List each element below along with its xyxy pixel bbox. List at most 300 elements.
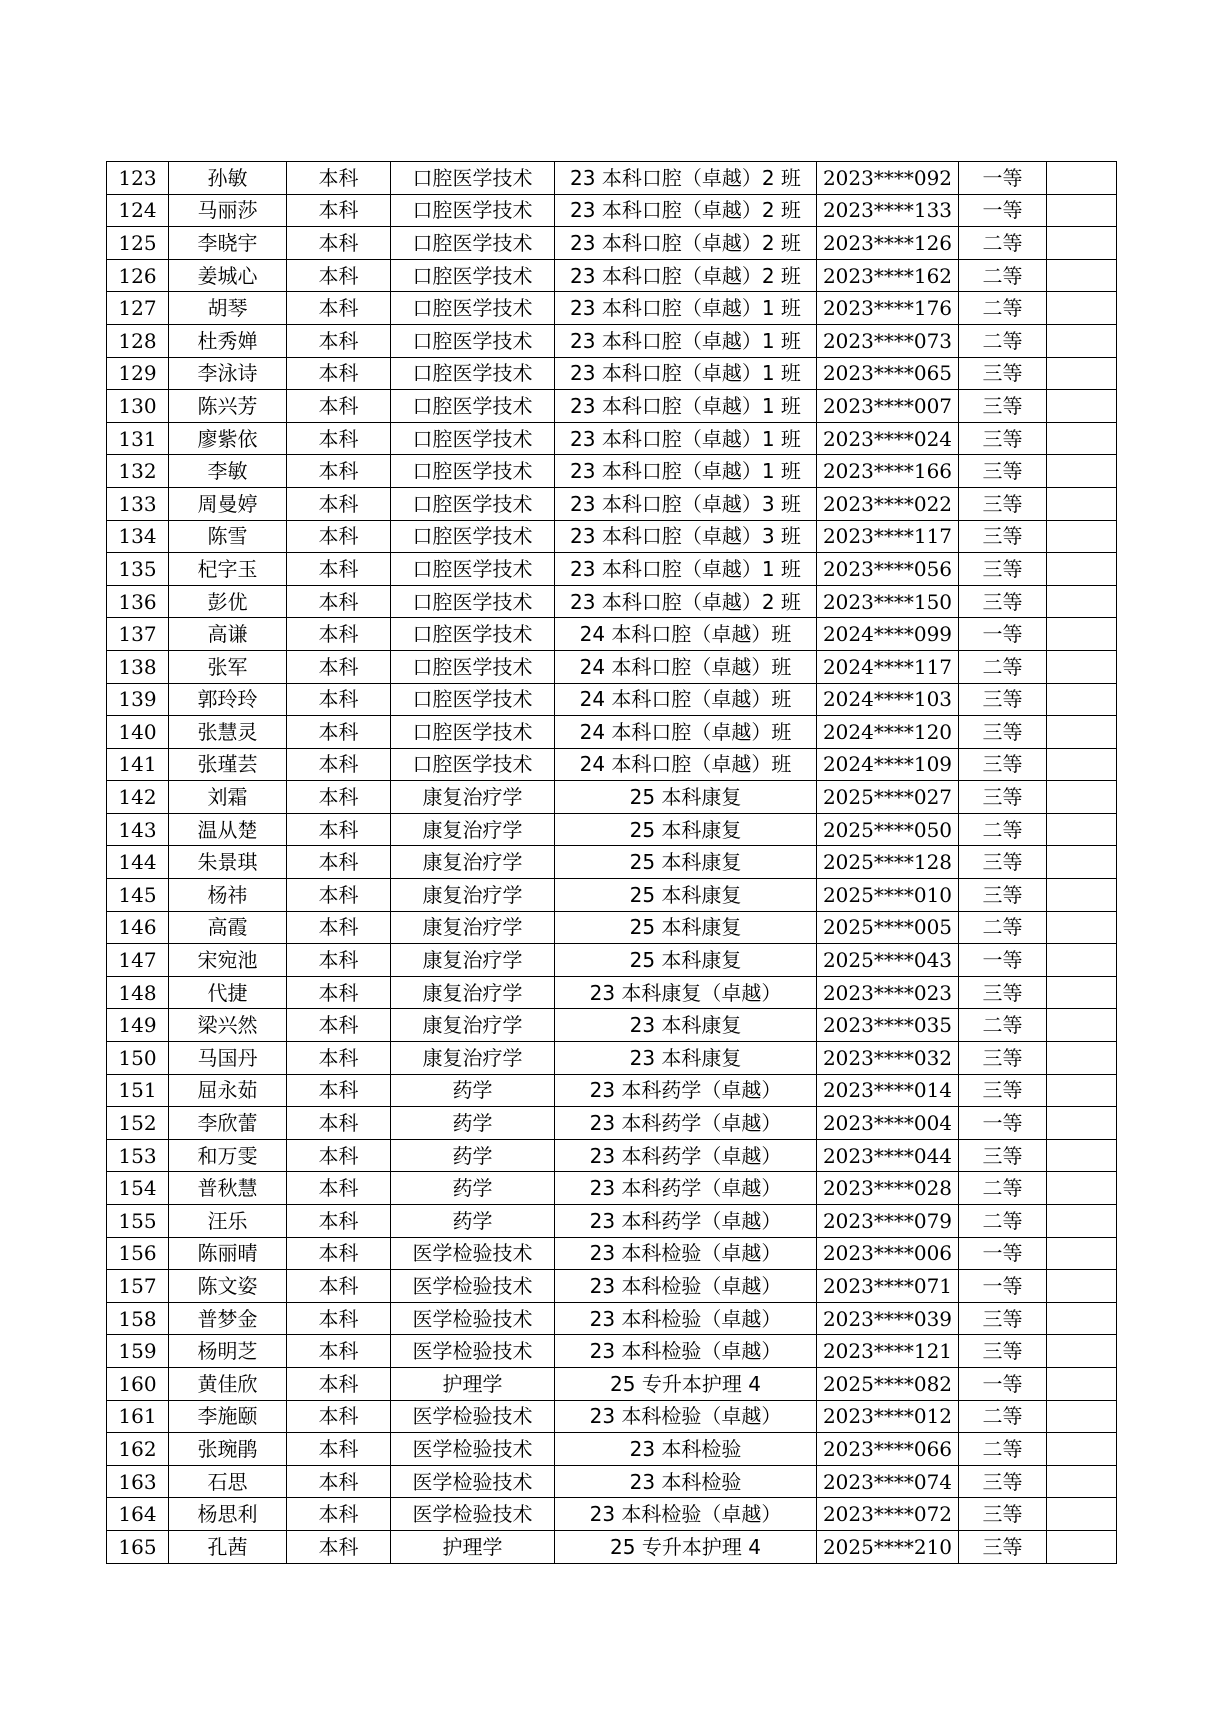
award-grade-cell: 三等	[959, 976, 1047, 1009]
class-cell: 23 本科口腔（卓越）1 班	[555, 455, 817, 488]
award-grade-cell: 一等	[959, 1237, 1047, 1270]
table-row	[107, 1237, 1117, 1270]
major-cell: 口腔医学技术	[391, 618, 555, 651]
education-level-cell: 本科	[287, 1107, 391, 1140]
row-index-cell: 161	[107, 1400, 169, 1433]
row-index-cell: 126	[107, 259, 169, 292]
student-id-cell: 2023****014	[817, 1074, 959, 1107]
class-cell: 23 本科药学（卓越）	[555, 1074, 817, 1107]
remark-cell	[1047, 487, 1117, 520]
student-name-cell: 李欣蕾	[169, 1107, 287, 1140]
remark-cell	[1047, 1205, 1117, 1238]
table-row	[107, 1270, 1117, 1303]
student-id-cell: 2023****012	[817, 1400, 959, 1433]
award-grade-cell: 二等	[959, 813, 1047, 846]
row-index-cell: 141	[107, 748, 169, 781]
major-cell: 康复治疗学	[391, 944, 555, 977]
student-id-cell: 2023****121	[817, 1335, 959, 1368]
remark-cell	[1047, 520, 1117, 553]
row-index-cell: 127	[107, 292, 169, 325]
row-index-cell: 129	[107, 357, 169, 390]
row-index-cell: 160	[107, 1367, 169, 1400]
student-name-cell: 张瑾芸	[169, 748, 287, 781]
student-id-cell: 2024****103	[817, 683, 959, 716]
student-id-cell: 2025****128	[817, 846, 959, 879]
major-cell: 口腔医学技术	[391, 162, 555, 195]
remark-cell	[1047, 879, 1117, 912]
class-cell: 24 本科口腔（卓越）班	[555, 683, 817, 716]
remark-cell	[1047, 553, 1117, 586]
table-row	[107, 813, 1117, 846]
remark-cell	[1047, 357, 1117, 390]
student-name-cell: 李晓宇	[169, 227, 287, 260]
award-grade-cell: 一等	[959, 162, 1047, 195]
education-level-cell: 本科	[287, 1172, 391, 1205]
award-grade-cell: 三等	[959, 455, 1047, 488]
remark-cell	[1047, 1009, 1117, 1042]
education-level-cell: 本科	[287, 1205, 391, 1238]
student-name-cell: 孔茜	[169, 1530, 287, 1563]
row-index-cell: 162	[107, 1433, 169, 1466]
student-id-cell: 2024****109	[817, 748, 959, 781]
student-id-cell: 2025****082	[817, 1367, 959, 1400]
student-name-cell: 朱景琪	[169, 846, 287, 879]
row-index-cell: 147	[107, 944, 169, 977]
major-cell: 口腔医学技术	[391, 292, 555, 325]
remark-cell	[1047, 227, 1117, 260]
student-name-cell: 马丽莎	[169, 194, 287, 227]
award-grade-cell: 三等	[959, 1302, 1047, 1335]
remark-cell	[1047, 1367, 1117, 1400]
award-grade-cell: 二等	[959, 911, 1047, 944]
student-id-cell: 2025****050	[817, 813, 959, 846]
education-level-cell: 本科	[287, 976, 391, 1009]
table-row	[107, 1530, 1117, 1563]
student-name-cell: 代捷	[169, 976, 287, 1009]
table-row	[107, 455, 1117, 488]
education-level-cell: 本科	[287, 813, 391, 846]
class-cell: 24 本科口腔（卓越）班	[555, 716, 817, 749]
student-name-cell: 刘霜	[169, 781, 287, 814]
award-grade-cell: 三等	[959, 879, 1047, 912]
major-cell: 口腔医学技术	[391, 390, 555, 423]
class-cell: 23 本科口腔（卓越）1 班	[555, 357, 817, 390]
award-grade-cell: 二等	[959, 1172, 1047, 1205]
award-grade-cell: 二等	[959, 324, 1047, 357]
table-row	[107, 1302, 1117, 1335]
award-roster-table	[106, 161, 1117, 1564]
row-index-cell: 146	[107, 911, 169, 944]
major-cell: 口腔医学技术	[391, 585, 555, 618]
education-level-cell: 本科	[287, 683, 391, 716]
education-level-cell: 本科	[287, 1139, 391, 1172]
table-row	[107, 1009, 1117, 1042]
table-row	[107, 292, 1117, 325]
major-cell: 药学	[391, 1139, 555, 1172]
student-id-cell: 2023****039	[817, 1302, 959, 1335]
award-grade-cell: 一等	[959, 618, 1047, 651]
row-index-cell: 132	[107, 455, 169, 488]
award-grade-cell: 二等	[959, 1433, 1047, 1466]
remark-cell	[1047, 716, 1117, 749]
award-grade-cell: 三等	[959, 1074, 1047, 1107]
student-id-cell: 2025****010	[817, 879, 959, 912]
student-id-cell: 2023****079	[817, 1205, 959, 1238]
class-cell: 23 本科检验	[555, 1433, 817, 1466]
student-id-cell: 2024****117	[817, 650, 959, 683]
education-level-cell: 本科	[287, 390, 391, 423]
student-name-cell: 杞字玉	[169, 553, 287, 586]
row-index-cell: 152	[107, 1107, 169, 1140]
class-cell: 23 本科检验（卓越）	[555, 1498, 817, 1531]
row-index-cell: 153	[107, 1139, 169, 1172]
class-cell: 23 本科药学（卓越）	[555, 1107, 817, 1140]
student-id-cell: 2023****162	[817, 259, 959, 292]
class-cell: 24 本科口腔（卓越）班	[555, 650, 817, 683]
class-cell: 23 本科口腔（卓越）1 班	[555, 292, 817, 325]
student-name-cell: 陈文姿	[169, 1270, 287, 1303]
major-cell: 康复治疗学	[391, 1042, 555, 1075]
education-level-cell: 本科	[287, 553, 391, 586]
student-id-cell: 2023****022	[817, 487, 959, 520]
class-cell: 23 本科检验（卓越）	[555, 1400, 817, 1433]
student-name-cell: 宋宛池	[169, 944, 287, 977]
row-index-cell: 164	[107, 1498, 169, 1531]
row-index-cell: 140	[107, 716, 169, 749]
award-grade-cell: 三等	[959, 390, 1047, 423]
remark-cell	[1047, 1433, 1117, 1466]
remark-cell	[1047, 194, 1117, 227]
education-level-cell: 本科	[287, 487, 391, 520]
award-grade-cell: 二等	[959, 227, 1047, 260]
remark-cell	[1047, 944, 1117, 977]
row-index-cell: 123	[107, 162, 169, 195]
row-index-cell: 137	[107, 618, 169, 651]
major-cell: 药学	[391, 1074, 555, 1107]
award-grade-cell: 一等	[959, 1107, 1047, 1140]
award-grade-cell: 二等	[959, 259, 1047, 292]
remark-cell	[1047, 1465, 1117, 1498]
student-id-cell: 2023****176	[817, 292, 959, 325]
row-index-cell: 163	[107, 1465, 169, 1498]
student-id-cell: 2023****071	[817, 1270, 959, 1303]
table-row	[107, 650, 1117, 683]
class-cell: 23 本科口腔（卓越）2 班	[555, 259, 817, 292]
remark-cell	[1047, 1335, 1117, 1368]
table-row	[107, 1107, 1117, 1140]
row-index-cell: 157	[107, 1270, 169, 1303]
student-name-cell: 姜城心	[169, 259, 287, 292]
student-name-cell: 温从楚	[169, 813, 287, 846]
major-cell: 口腔医学技术	[391, 455, 555, 488]
student-id-cell: 2023****073	[817, 324, 959, 357]
table-row	[107, 846, 1117, 879]
education-level-cell: 本科	[287, 1009, 391, 1042]
award-grade-cell: 三等	[959, 553, 1047, 586]
education-level-cell: 本科	[287, 227, 391, 260]
table-row	[107, 781, 1117, 814]
student-name-cell: 张琬鹃	[169, 1433, 287, 1466]
row-index-cell: 130	[107, 390, 169, 423]
student-name-cell: 汪乐	[169, 1205, 287, 1238]
student-name-cell: 普秋慧	[169, 1172, 287, 1205]
student-id-cell: 2025****027	[817, 781, 959, 814]
education-level-cell: 本科	[287, 259, 391, 292]
education-level-cell: 本科	[287, 781, 391, 814]
major-cell: 医学检验技术	[391, 1498, 555, 1531]
student-id-cell: 2023****007	[817, 390, 959, 423]
class-cell: 25 专升本护理 4	[555, 1367, 817, 1400]
student-id-cell: 2023****072	[817, 1498, 959, 1531]
row-index-cell: 154	[107, 1172, 169, 1205]
student-name-cell: 周曼婷	[169, 487, 287, 520]
roster-body	[107, 162, 1117, 1564]
class-cell: 25 本科康复	[555, 846, 817, 879]
award-grade-cell: 一等	[959, 1367, 1047, 1400]
major-cell: 康复治疗学	[391, 813, 555, 846]
row-index-cell: 142	[107, 781, 169, 814]
class-cell: 23 本科口腔（卓越）2 班	[555, 162, 817, 195]
education-level-cell: 本科	[287, 1042, 391, 1075]
table-row	[107, 1433, 1117, 1466]
remark-cell	[1047, 846, 1117, 879]
education-level-cell: 本科	[287, 846, 391, 879]
table-row	[107, 194, 1117, 227]
education-level-cell: 本科	[287, 357, 391, 390]
table-row	[107, 390, 1117, 423]
class-cell: 25 本科康复	[555, 879, 817, 912]
student-id-cell: 2023****044	[817, 1139, 959, 1172]
education-level-cell: 本科	[287, 324, 391, 357]
major-cell: 医学检验技术	[391, 1465, 555, 1498]
table-row	[107, 422, 1117, 455]
student-id-cell: 2023****074	[817, 1465, 959, 1498]
student-name-cell: 杜秀婵	[169, 324, 287, 357]
education-level-cell: 本科	[287, 911, 391, 944]
education-level-cell: 本科	[287, 162, 391, 195]
student-name-cell: 李敏	[169, 455, 287, 488]
major-cell: 康复治疗学	[391, 976, 555, 1009]
student-id-cell: 2023****126	[817, 227, 959, 260]
remark-cell	[1047, 911, 1117, 944]
major-cell: 康复治疗学	[391, 1009, 555, 1042]
class-cell: 23 本科康复	[555, 1042, 817, 1075]
student-id-cell: 2023****166	[817, 455, 959, 488]
row-index-cell: 125	[107, 227, 169, 260]
award-grade-cell: 一等	[959, 1270, 1047, 1303]
major-cell: 口腔医学技术	[391, 716, 555, 749]
major-cell: 康复治疗学	[391, 911, 555, 944]
class-cell: 23 本科药学（卓越）	[555, 1172, 817, 1205]
education-level-cell: 本科	[287, 1335, 391, 1368]
education-level-cell: 本科	[287, 194, 391, 227]
row-index-cell: 145	[107, 879, 169, 912]
table-row	[107, 1335, 1117, 1368]
major-cell: 口腔医学技术	[391, 227, 555, 260]
student-name-cell: 彭优	[169, 585, 287, 618]
class-cell: 23 本科药学（卓越）	[555, 1205, 817, 1238]
remark-cell	[1047, 585, 1117, 618]
table-row	[107, 357, 1117, 390]
row-index-cell: 135	[107, 553, 169, 586]
remark-cell	[1047, 455, 1117, 488]
major-cell: 口腔医学技术	[391, 422, 555, 455]
education-level-cell: 本科	[287, 650, 391, 683]
class-cell: 25 本科康复	[555, 813, 817, 846]
row-index-cell: 143	[107, 813, 169, 846]
row-index-cell: 159	[107, 1335, 169, 1368]
table-row	[107, 585, 1117, 618]
education-level-cell: 本科	[287, 1302, 391, 1335]
education-level-cell: 本科	[287, 292, 391, 325]
row-index-cell: 151	[107, 1074, 169, 1107]
table-row	[107, 1465, 1117, 1498]
table-row	[107, 162, 1117, 195]
student-id-cell: 2023****035	[817, 1009, 959, 1042]
education-level-cell: 本科	[287, 1237, 391, 1270]
award-grade-cell: 一等	[959, 944, 1047, 977]
student-name-cell: 廖紫依	[169, 422, 287, 455]
table-row	[107, 716, 1117, 749]
award-grade-cell: 二等	[959, 1400, 1047, 1433]
major-cell: 口腔医学技术	[391, 324, 555, 357]
remark-cell	[1047, 259, 1117, 292]
major-cell: 口腔医学技术	[391, 259, 555, 292]
major-cell: 康复治疗学	[391, 879, 555, 912]
major-cell: 口腔医学技术	[391, 357, 555, 390]
student-id-cell: 2023****066	[817, 1433, 959, 1466]
row-index-cell: 133	[107, 487, 169, 520]
award-grade-cell: 三等	[959, 487, 1047, 520]
table-row	[107, 976, 1117, 1009]
class-cell: 24 本科口腔（卓越）班	[555, 748, 817, 781]
class-cell: 25 专升本护理 4	[555, 1530, 817, 1563]
education-level-cell: 本科	[287, 879, 391, 912]
award-grade-cell: 三等	[959, 357, 1047, 390]
class-cell: 23 本科检验（卓越）	[555, 1335, 817, 1368]
table-row	[107, 1172, 1117, 1205]
award-grade-cell: 一等	[959, 194, 1047, 227]
major-cell: 口腔医学技术	[391, 650, 555, 683]
major-cell: 口腔医学技术	[391, 553, 555, 586]
remark-cell	[1047, 292, 1117, 325]
major-cell: 口腔医学技术	[391, 520, 555, 553]
student-id-cell: 2023****024	[817, 422, 959, 455]
student-name-cell: 石思	[169, 1465, 287, 1498]
class-cell: 23 本科口腔（卓越）3 班	[555, 487, 817, 520]
remark-cell	[1047, 1498, 1117, 1531]
remark-cell	[1047, 1400, 1117, 1433]
student-id-cell: 2023****004	[817, 1107, 959, 1140]
major-cell: 药学	[391, 1172, 555, 1205]
award-grade-cell: 三等	[959, 683, 1047, 716]
class-cell: 23 本科检验（卓越）	[555, 1237, 817, 1270]
table-row	[107, 1139, 1117, 1172]
row-index-cell: 144	[107, 846, 169, 879]
student-name-cell: 杨明芝	[169, 1335, 287, 1368]
row-index-cell: 165	[107, 1530, 169, 1563]
remark-cell	[1047, 748, 1117, 781]
row-index-cell: 155	[107, 1205, 169, 1238]
class-cell: 23 本科口腔（卓越）1 班	[555, 553, 817, 586]
education-level-cell: 本科	[287, 1400, 391, 1433]
table-row	[107, 748, 1117, 781]
table-row	[107, 520, 1117, 553]
major-cell: 护理学	[391, 1530, 555, 1563]
class-cell: 23 本科口腔（卓越）1 班	[555, 324, 817, 357]
row-index-cell: 156	[107, 1237, 169, 1270]
class-cell: 23 本科检验（卓越）	[555, 1270, 817, 1303]
education-level-cell: 本科	[287, 748, 391, 781]
row-index-cell: 128	[107, 324, 169, 357]
class-cell: 23 本科康复	[555, 1009, 817, 1042]
education-level-cell: 本科	[287, 585, 391, 618]
remark-cell	[1047, 162, 1117, 195]
class-cell: 23 本科药学（卓越）	[555, 1139, 817, 1172]
student-id-cell: 2023****065	[817, 357, 959, 390]
student-name-cell: 马国丹	[169, 1042, 287, 1075]
row-index-cell: 149	[107, 1009, 169, 1042]
award-grade-cell: 三等	[959, 1139, 1047, 1172]
table-row	[107, 553, 1117, 586]
major-cell: 口腔医学技术	[391, 194, 555, 227]
award-grade-cell: 二等	[959, 650, 1047, 683]
row-index-cell: 134	[107, 520, 169, 553]
student-id-cell: 2023****092	[817, 162, 959, 195]
education-level-cell: 本科	[287, 1530, 391, 1563]
student-id-cell: 2025****043	[817, 944, 959, 977]
student-name-cell: 陈兴芳	[169, 390, 287, 423]
education-level-cell: 本科	[287, 422, 391, 455]
major-cell: 康复治疗学	[391, 846, 555, 879]
row-index-cell: 138	[107, 650, 169, 683]
row-index-cell: 124	[107, 194, 169, 227]
major-cell: 医学检验技术	[391, 1302, 555, 1335]
table-row	[107, 1367, 1117, 1400]
class-cell: 24 本科口腔（卓越）班	[555, 618, 817, 651]
student-id-cell: 2024****099	[817, 618, 959, 651]
student-id-cell: 2023****150	[817, 585, 959, 618]
award-grade-cell: 三等	[959, 1530, 1047, 1563]
class-cell: 23 本科口腔（卓越）1 班	[555, 390, 817, 423]
table-row	[107, 1400, 1117, 1433]
remark-cell	[1047, 1530, 1117, 1563]
class-cell: 23 本科口腔（卓越）1 班	[555, 422, 817, 455]
student-id-cell: 2023****032	[817, 1042, 959, 1075]
remark-cell	[1047, 324, 1117, 357]
remark-cell	[1047, 618, 1117, 651]
remark-cell	[1047, 1107, 1117, 1140]
student-name-cell: 郭玲玲	[169, 683, 287, 716]
award-grade-cell: 二等	[959, 1009, 1047, 1042]
student-id-cell: 2023****028	[817, 1172, 959, 1205]
remark-cell	[1047, 1270, 1117, 1303]
student-name-cell: 陈雪	[169, 520, 287, 553]
student-name-cell: 普梦金	[169, 1302, 287, 1335]
education-level-cell: 本科	[287, 455, 391, 488]
remark-cell	[1047, 781, 1117, 814]
student-name-cell: 李泳诗	[169, 357, 287, 390]
award-grade-cell: 三等	[959, 585, 1047, 618]
student-id-cell: 2024****120	[817, 716, 959, 749]
remark-cell	[1047, 1042, 1117, 1075]
education-level-cell: 本科	[287, 1367, 391, 1400]
class-cell: 25 本科康复	[555, 911, 817, 944]
table-row	[107, 227, 1117, 260]
student-name-cell: 张军	[169, 650, 287, 683]
row-index-cell: 131	[107, 422, 169, 455]
award-grade-cell: 二等	[959, 292, 1047, 325]
